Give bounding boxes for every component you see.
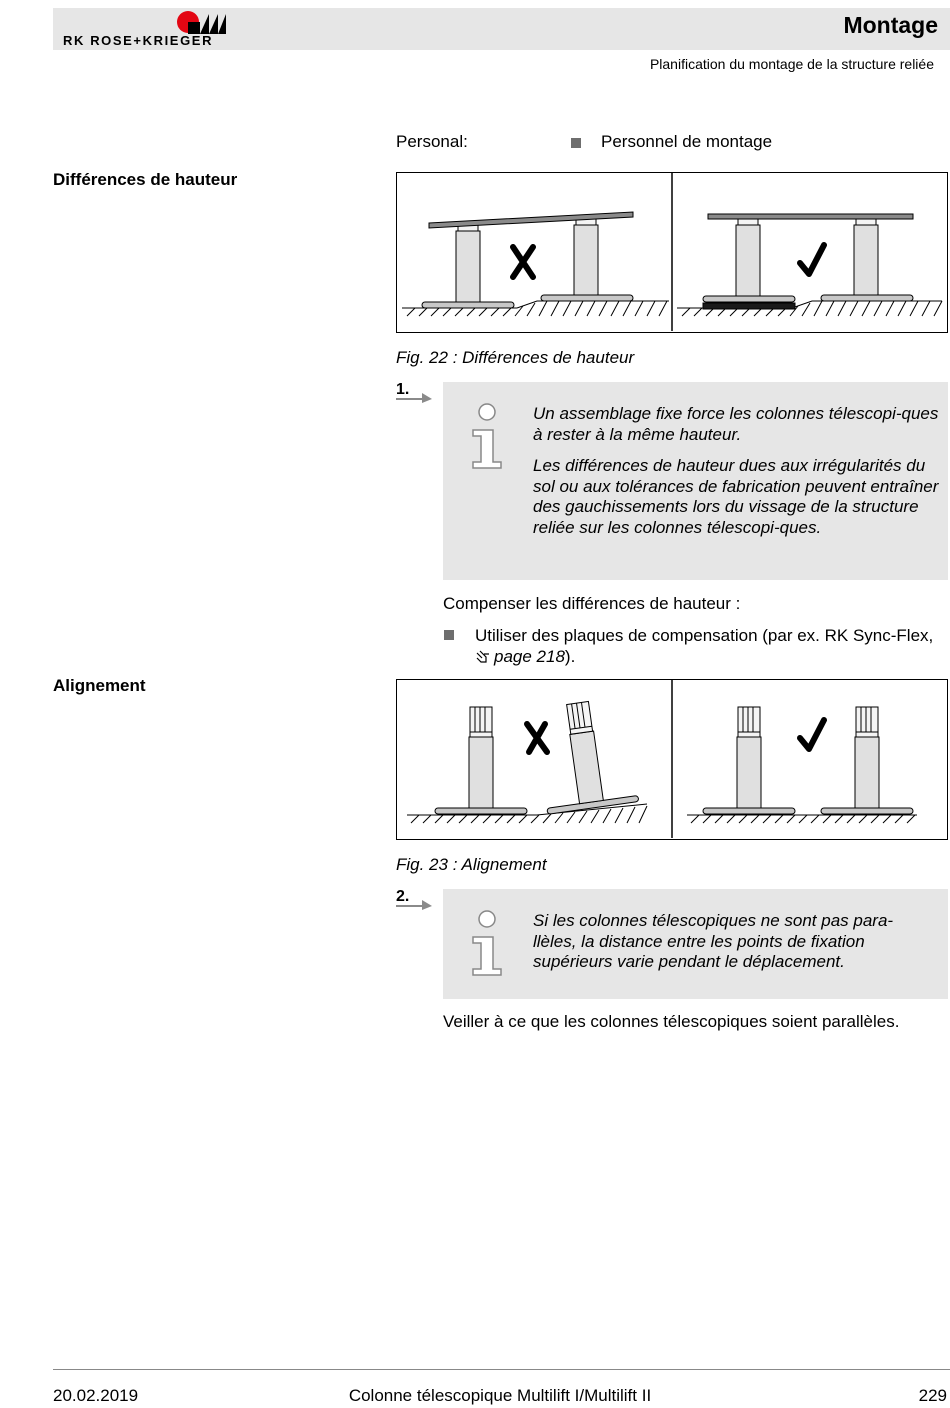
bullet-text: Utiliser des plaques de compensation (par ex. RK Sync-Flex, — [475, 626, 934, 645]
personal-label: Personal: — [396, 132, 468, 151]
page-link[interactable]: page 218 — [494, 646, 565, 666]
section-title-height-differences: Différences de hauteur — [53, 170, 238, 189]
footer-divider — [53, 1369, 950, 1370]
info-icon — [467, 909, 509, 977]
figure-caption-22: Fig. 22 : Différences de hauteur — [396, 348, 635, 367]
step-number-1: 1. — [396, 381, 410, 398]
bullet-square-icon — [444, 630, 454, 640]
step-arrow-icon — [396, 894, 434, 910]
step-number-2: 2. — [396, 888, 410, 905]
info-box-1 — [443, 382, 948, 580]
pointing-hand-icon — [475, 649, 491, 663]
rose-krieger-logo — [176, 10, 228, 34]
info-paragraph: Les différences de hauteur dues aux irrégularités du sol ou aux tolérances de fabrication peuvent entraîner des gauchissements lors du vissage de la structure reliée sur les colonnes télescopi-ques. — [533, 456, 939, 537]
logo-text: RK ROSE+KRIEGER — [63, 33, 214, 48]
section-title-alignment: Alignement — [53, 676, 146, 695]
footer-product: Colonne télescopique Multilift I/Multilift II — [348, 1386, 652, 1405]
bullet-item-compensation — [475, 626, 945, 667]
bullet-square-icon — [571, 138, 581, 148]
info-text-2 — [533, 911, 933, 984]
info-paragraph: Si les colonnes télescopiques ne sont pas para-llèles, la distance entre les points de fixation supérieurs varie pendant le déplacement. — [533, 911, 894, 971]
page-subtitle: Planification du montage de la structure reliée — [649, 56, 934, 72]
action-text-2: Veiller à ce que les colonnes télescopiques soient parallèles. — [443, 1012, 900, 1031]
bullet-suffix: ). — [564, 646, 576, 666]
info-box-2 — [443, 889, 948, 999]
info-icon — [467, 402, 509, 470]
action-text-1: Compenser les différences de hauteur : — [443, 594, 741, 613]
figure-caption-23: Fig. 23 : Alignement — [396, 855, 547, 874]
page-title: Montage — [843, 12, 938, 38]
figure-alignment — [396, 679, 948, 840]
personal-value: Personnel de montage — [601, 132, 773, 151]
footer-page-number: 229 — [918, 1386, 947, 1405]
step-arrow-icon — [396, 387, 434, 403]
info-paragraph: Un assemblage fixe force les colonnes télescopi-ques à rester à la même hauteur. — [533, 404, 939, 444]
figure-height-differences — [396, 172, 948, 333]
info-text-1 — [533, 404, 943, 549]
footer-date: 20.02.2019 — [53, 1386, 139, 1405]
